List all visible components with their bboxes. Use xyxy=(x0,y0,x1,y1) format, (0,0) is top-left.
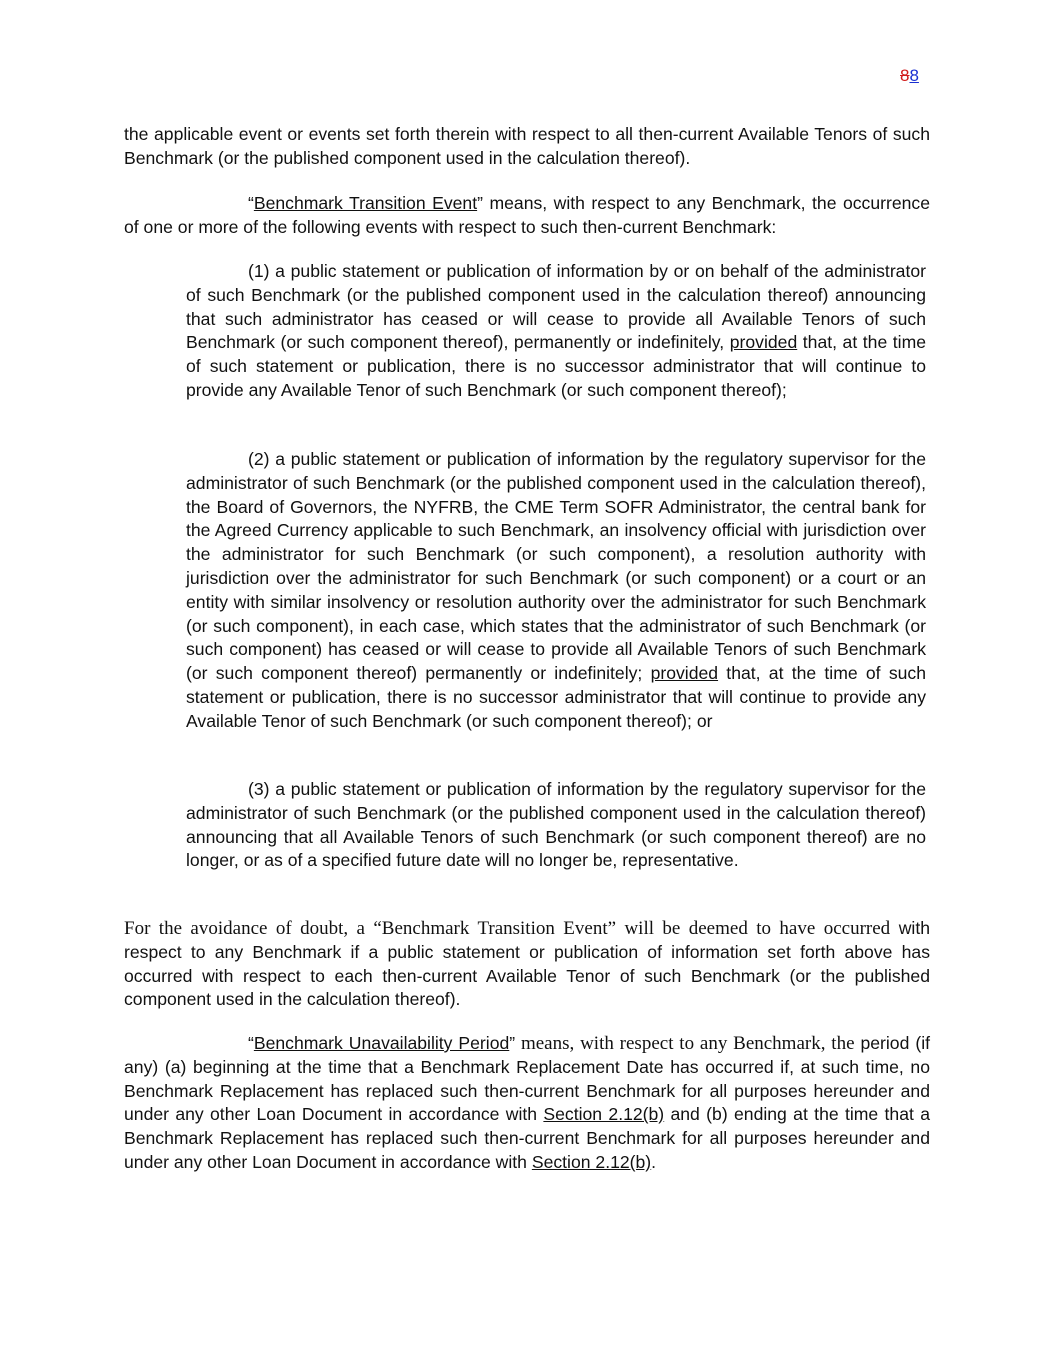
open-quote: “ xyxy=(248,193,254,213)
clause-text: that, at the time of such statement or publication, there is no successor administrator that will continue to provide any Available Tenor of such Benchmark (or such component thereof); xyxy=(186,332,927,400)
clause-text: (2) a public statement or publication of information by the regulatory supervisor for the administrator of such Benchmark (or the published component used in the calculation thereof), the Board of Governors, the NYFRB, the CME Term SOFR Administrator, the central bank for the Agreed Currency applicable to such Benchmark, an insolvency official with jurisdiction over the administrator for such Benchmark (or such component), a resolution authority with jurisdiction over the administrator for such Benchmark (or such component) or a court or an entity with similar insolvency or resolution authority over the administrator for such Benchmark (or such component), in each case, which states that the administrator of such Benchmark (or such component) has ceased or will cease to provide all Available Tenors of such Benchmark (or such component thereof) permanently or indefinitely; xyxy=(186,449,926,684)
definition-text: means, with respect to any Benchmark, the occurrence of one or more of the following events with respect to such then-current Benchmark: xyxy=(124,193,931,237)
clause-text: (1) a public statement or publication of information by or on behalf of the administrator of such Benchmark (or the published component used in the calculation thereof) announcing that such administrator has ceased or will cease to provide all Available Tenors of such Benchmark (or such component thereof), permanently or indefinitely, xyxy=(186,261,926,353)
clause-1 xyxy=(186,260,926,403)
close-quote: ” xyxy=(509,1033,516,1053)
provided-term: provided xyxy=(650,663,719,684)
intro-paragraph: the applicable event or events set forth therein with respect to all then-current Available Tenors of such Benchmark (or the published component used in the calculation thereof). xyxy=(124,124,930,168)
defined-term: Benchmark Transition Event xyxy=(253,193,478,213)
section-reference: Section 2.12(b) xyxy=(543,1104,665,1125)
defined-term: Benchmark Unavailability Period xyxy=(253,1033,510,1053)
close-quote: ” xyxy=(477,193,483,213)
clause-text: that, at the time of such statement or publication, there is no successor administrator that will continue to provide any Available Tenor of such Benchmark (or such component thereof); or xyxy=(186,663,926,731)
page-number xyxy=(900,64,940,88)
section-reference: Section 2.12(b) xyxy=(531,1151,652,1172)
avoidance-serif-text: For the avoidance of doubt, a “Benchmark Transition Event” will be deemed to have occurred xyxy=(124,918,891,939)
definition-benchmark-transition-event xyxy=(124,192,930,240)
definition-text: and (b) ending at the time that a Benchmark Replacement has replaced such then-current Benchmark for all purposes hereunder and under any other Loan Document in accordance with xyxy=(124,1104,930,1172)
definition-text: period (if any) (a) beginning at the time that a Benchmark Replacement Date has occurred if, at such time, no Benchmark Replacement has replaced such then-current Benchmark for all purposes hereunder and under any other Loan Document in accordance with xyxy=(124,1033,930,1125)
provided-term: provided xyxy=(729,332,798,353)
avoidance-text: with respect to any Benchmark if a public statement or publication of information set forth above has occurred with respect to each then-current Available Tenor of such Benchmark (or the published component used in the calculation thereof). xyxy=(124,918,930,1010)
clause-3: (3) a public statement or publication of information by the regulatory supervisor for the administrator of such Benchmark (or the published component used in the calculation thereof) announcing that all Available Tenors of such Benchmark (or such component thereof) are no longer, or as of a specified future date will no longer be, representative. xyxy=(186,779,926,871)
definition-end: . xyxy=(651,1151,657,1172)
page-number-deleted: 8 xyxy=(900,66,910,85)
definition-serif-text: means, with respect to any Benchmark, the xyxy=(515,1033,855,1054)
open-quote: “ xyxy=(248,1033,254,1053)
avoidance-paragraph xyxy=(124,917,930,1012)
page-number-inserted: 8 xyxy=(909,66,919,85)
definition-benchmark-unavailability-period xyxy=(124,1032,930,1175)
clause-2 xyxy=(186,448,926,734)
